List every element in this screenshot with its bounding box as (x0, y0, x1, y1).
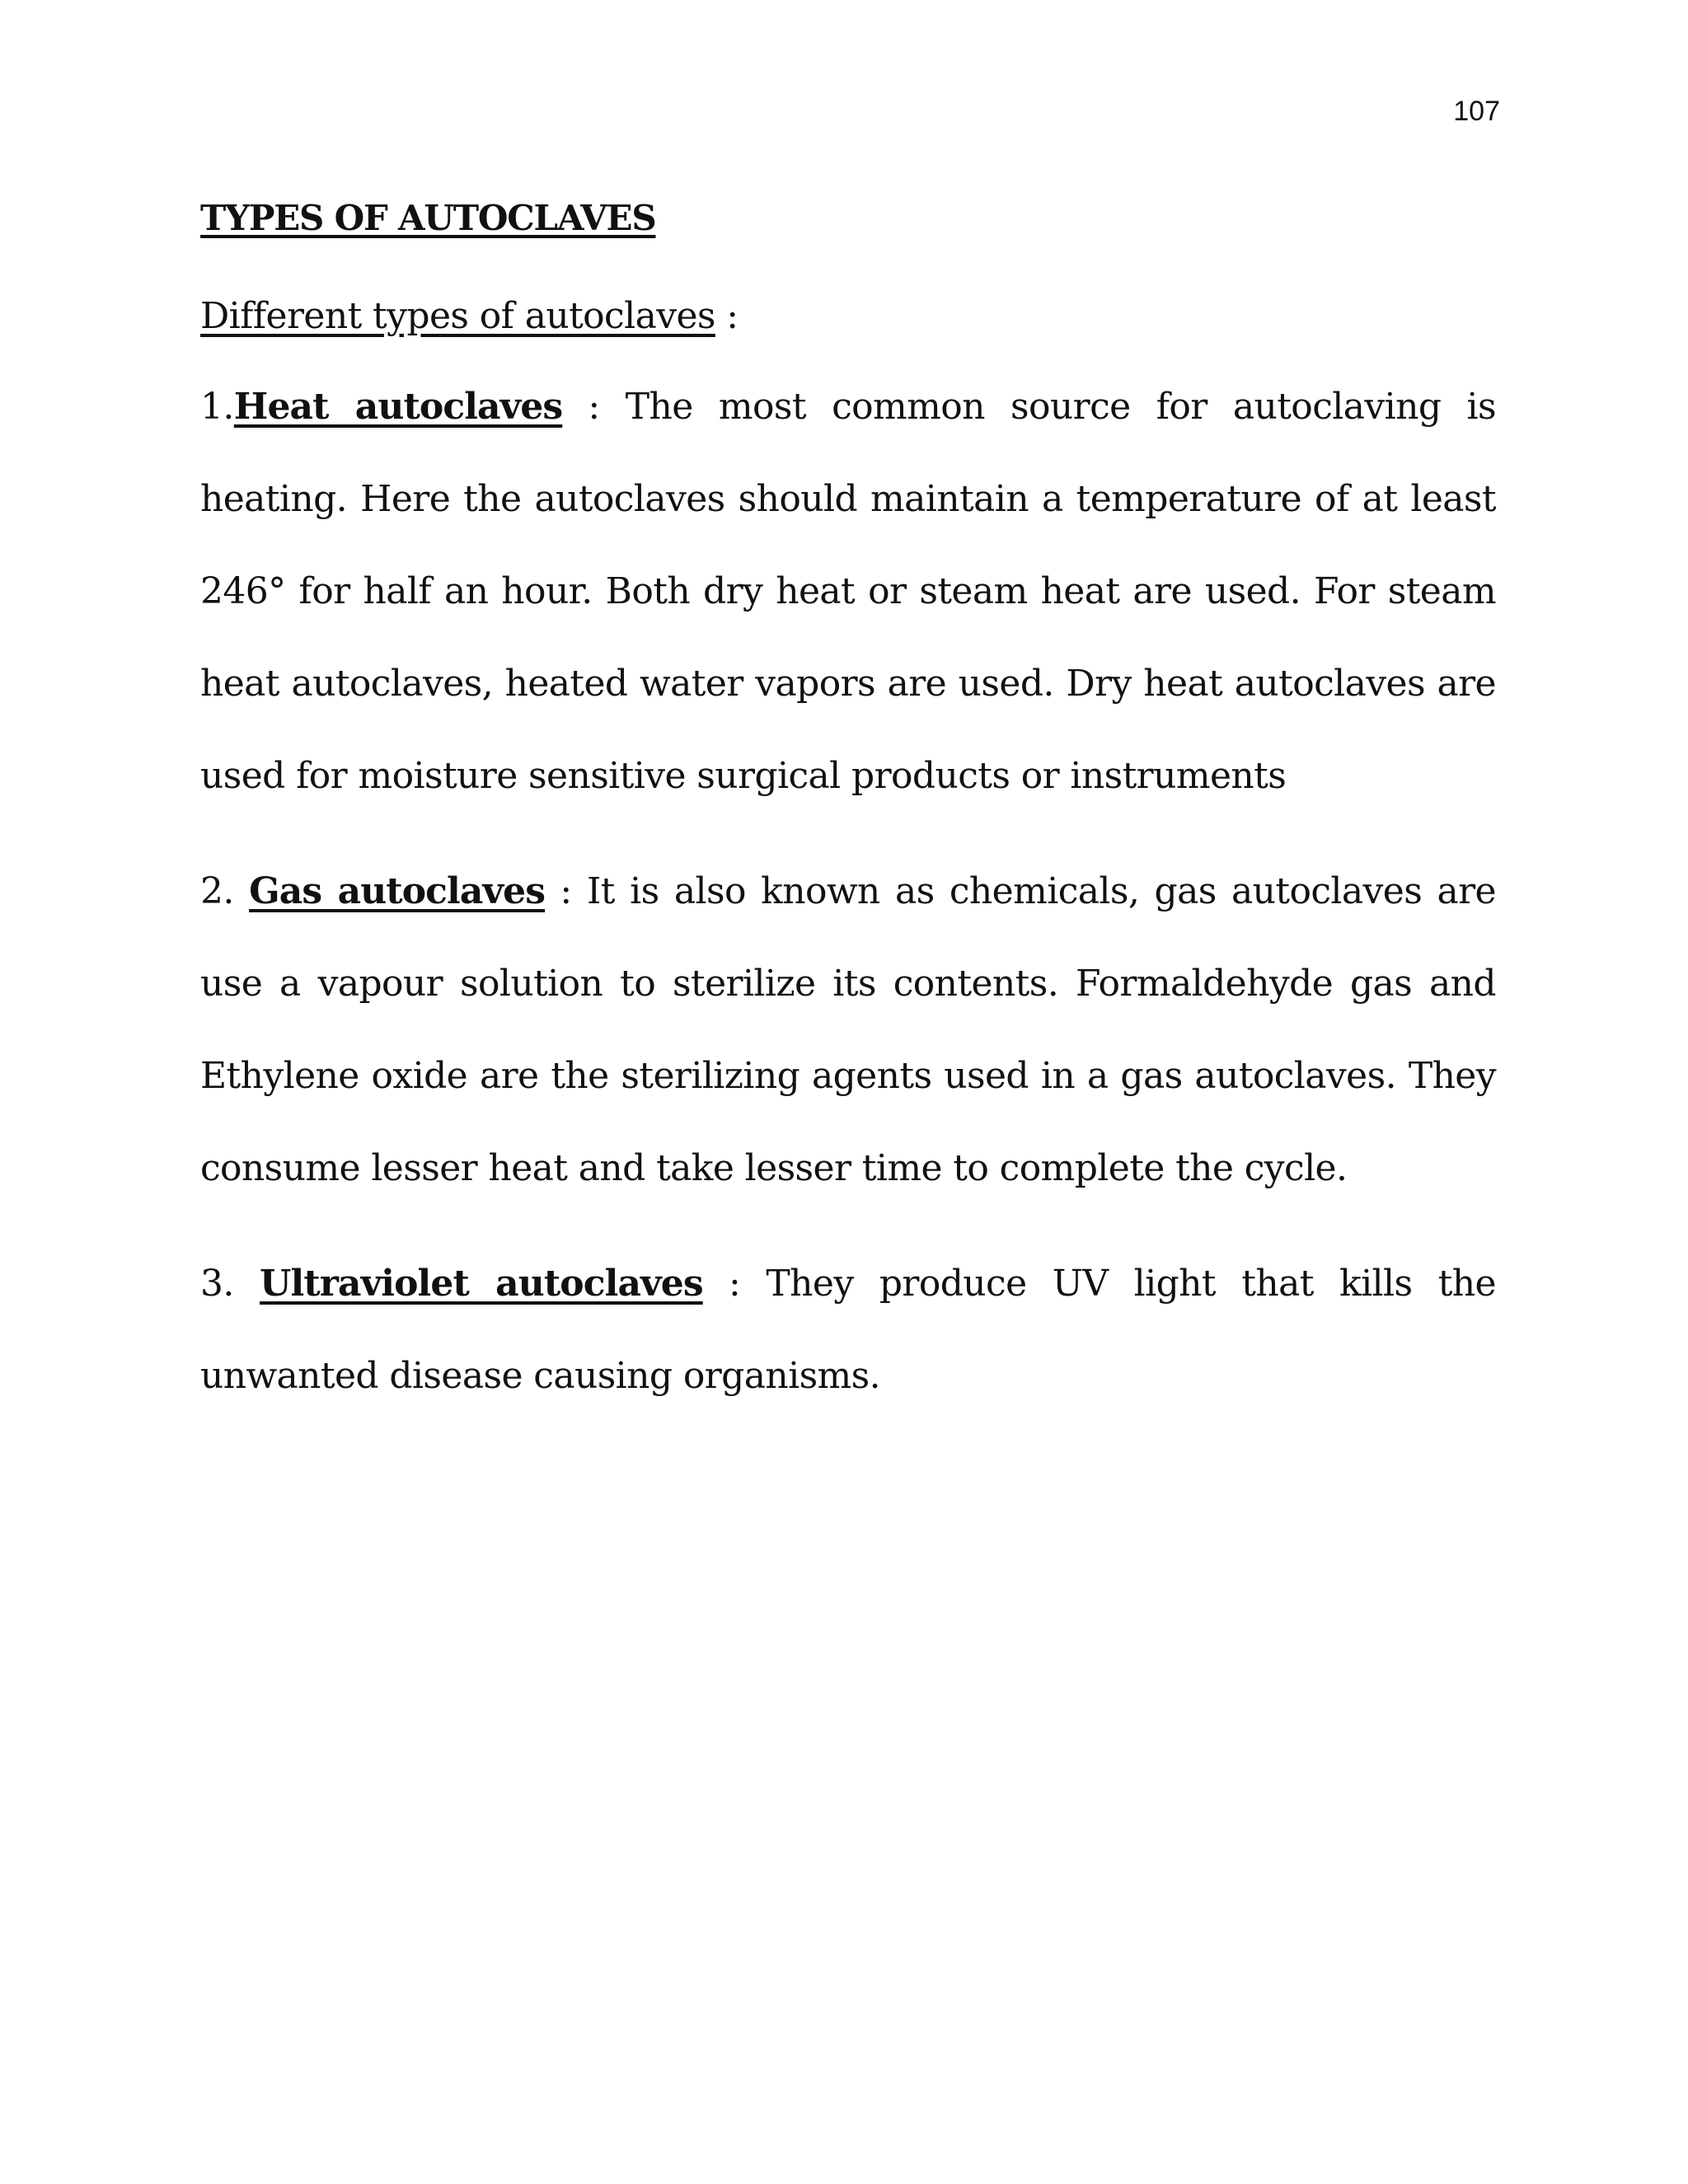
item-number: 1. (200, 385, 234, 428)
term-ultraviolet-autoclaves: Ultraviolet autoclaves (260, 1262, 703, 1305)
subtitle-colon: : (715, 294, 738, 337)
list-item-gas-autoclaves (200, 846, 1496, 1215)
page-title: TYPES OF AUTOCLAVES (200, 198, 656, 238)
item-description: : They produce UV light that kills the unwanted disease causing organisms. (200, 1262, 1496, 1397)
page-number: 107 (1453, 96, 1500, 127)
document-body (200, 196, 1496, 1422)
term-gas-autoclaves: Gas autoclaves (249, 869, 546, 912)
item-description: : The most common source for autoclaving is heating. Here the autoclaves should maintain a temperature of at least 246° for half an hour. Both dry heat or steam heat are used. For steam heat autoclaves, heated water vapors are used. Dry heat autoclaves are used for moisture sensitive surgical products or instruments (200, 385, 1496, 797)
item-number: 2. (200, 869, 250, 912)
term-heat-autoclaves: Heat autoclaves (233, 385, 563, 428)
subtitle-text: Different types of autoclaves (200, 294, 715, 337)
list-item-heat-autoclaves (200, 361, 1496, 823)
list-item-ultraviolet-autoclaves (200, 1238, 1496, 1422)
section-subtitle (200, 293, 1496, 340)
item-number: 3. (200, 1262, 260, 1305)
item-description: : It is also known as chemicals, gas autoclaves are use a vapour solution to sterilize its contents. Formaldehyde gas and Ethylene oxide are the sterilizing agents used in a gas autoclaves. They consume lesser heat and take lesser time to complete the cycle. (200, 869, 1496, 1189)
